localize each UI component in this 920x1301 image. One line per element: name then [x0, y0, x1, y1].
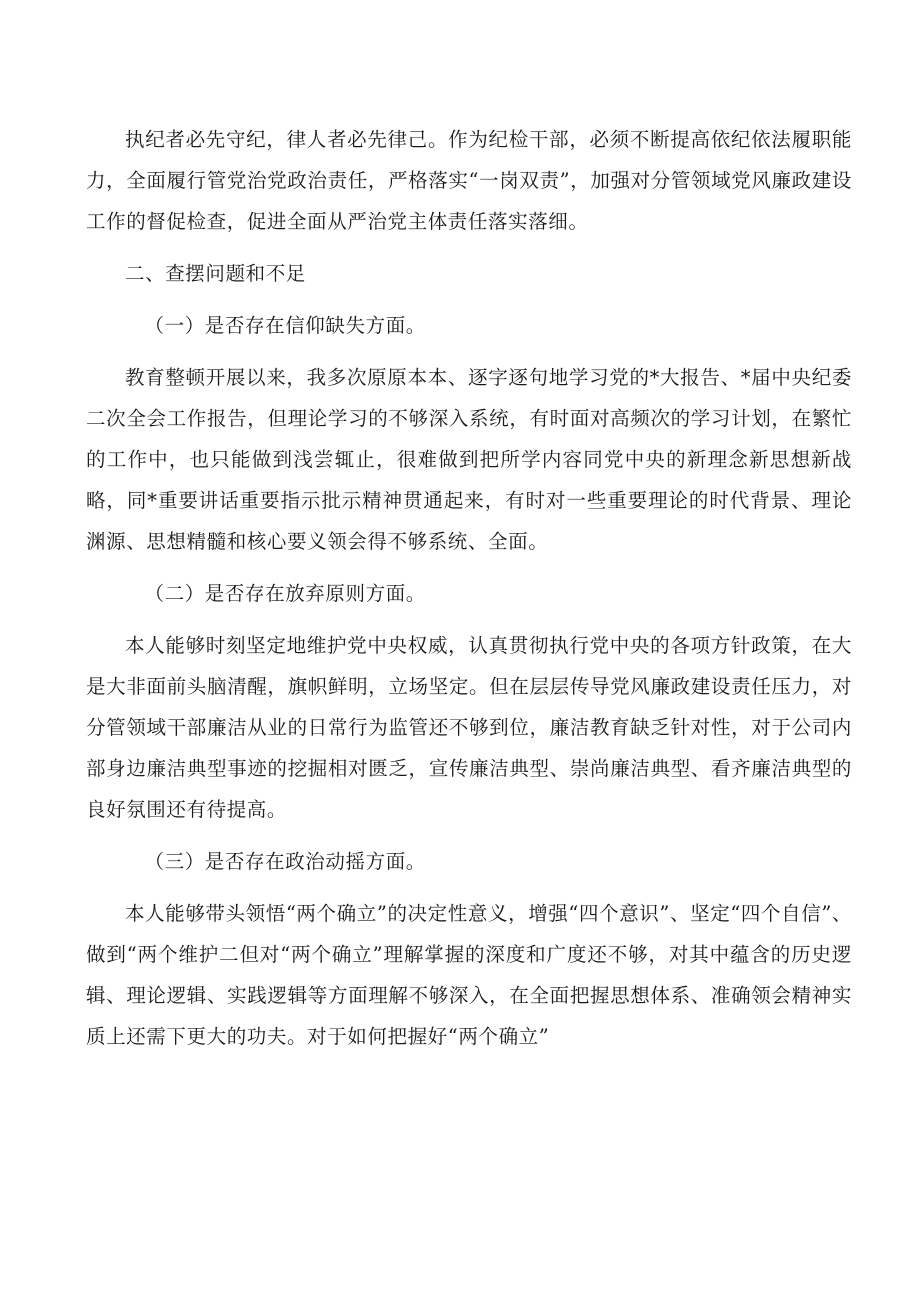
section-heading-problems: 二、查摆问题和不足 — [125, 262, 306, 285]
subheading-principle: （二）是否存在放弃原则方面。 — [144, 582, 426, 605]
paragraph-political: 本人能够带头领悟“两个确立”的决定性意义，增强“四个意识”、坚定“四个自信”、做到“两个维护二但对“两个确立”理解掌握的深度和广度还不够，对其中蕴含的历史逻辑、理论逻辑、实践逻辑等方面理解不够深入，在全面把握思想体系、准确领会精神实质上还需下更大的功夫。对于如何把握好“两个确立” — [86, 902, 852, 1048]
paragraph-discipline: 执纪者必先守纪，律人者必先律己。作为纪检干部，必须不断提高依纪依法履职能力，全面履行管党治党政治责任，严格落实“一岗双责”，加强对分管领域党风廉政建设工作的督促检查，促进全面从严治党主体责任落实落细。 — [86, 128, 852, 233]
subheading-political: （三）是否存在政治动摇方面。 — [144, 850, 426, 873]
subheading-faith: （一）是否存在信仰缺失方面。 — [144, 314, 426, 337]
paragraph-principle: 本人能够时刻坚定地维护党中央权威，认真贯彻执行党中央的各项方针政策，在大是大非面前头脑清醒，旗帜鲜明，立场坚定。但在层层传导党风廉政建设责任压力，对分管领域干部廉洁从业的日常行为监管还不够到位，廉洁教育缺乏针对性，对于公司内部身边廉洁典型事迹的挖掘相对匮乏，宣传廉洁典型、崇尚廉洁典型、看齐廉洁典型的良好氛围还有待提高。 — [86, 634, 852, 821]
paragraph-faith: 教育整顿开展以来，我多次原原本本、逐字逐句地学习党的*大报告、*届中央纪委二次全会工作报告，但理论学习的不够深入系统，有时面对高频次的学习计划，在繁忙的工作中，也只能做到浅尝辄止，很难做到把所学内容同党中央的新理念新思想新战略，同*重要讲话重要指示批示精神贯通起来，有时对一些重要理论的时代背景、理论渊源、思想精髓和核心要义领会得不够系统、全面。 — [86, 366, 852, 553]
document-body — [86, 119, 852, 1068]
